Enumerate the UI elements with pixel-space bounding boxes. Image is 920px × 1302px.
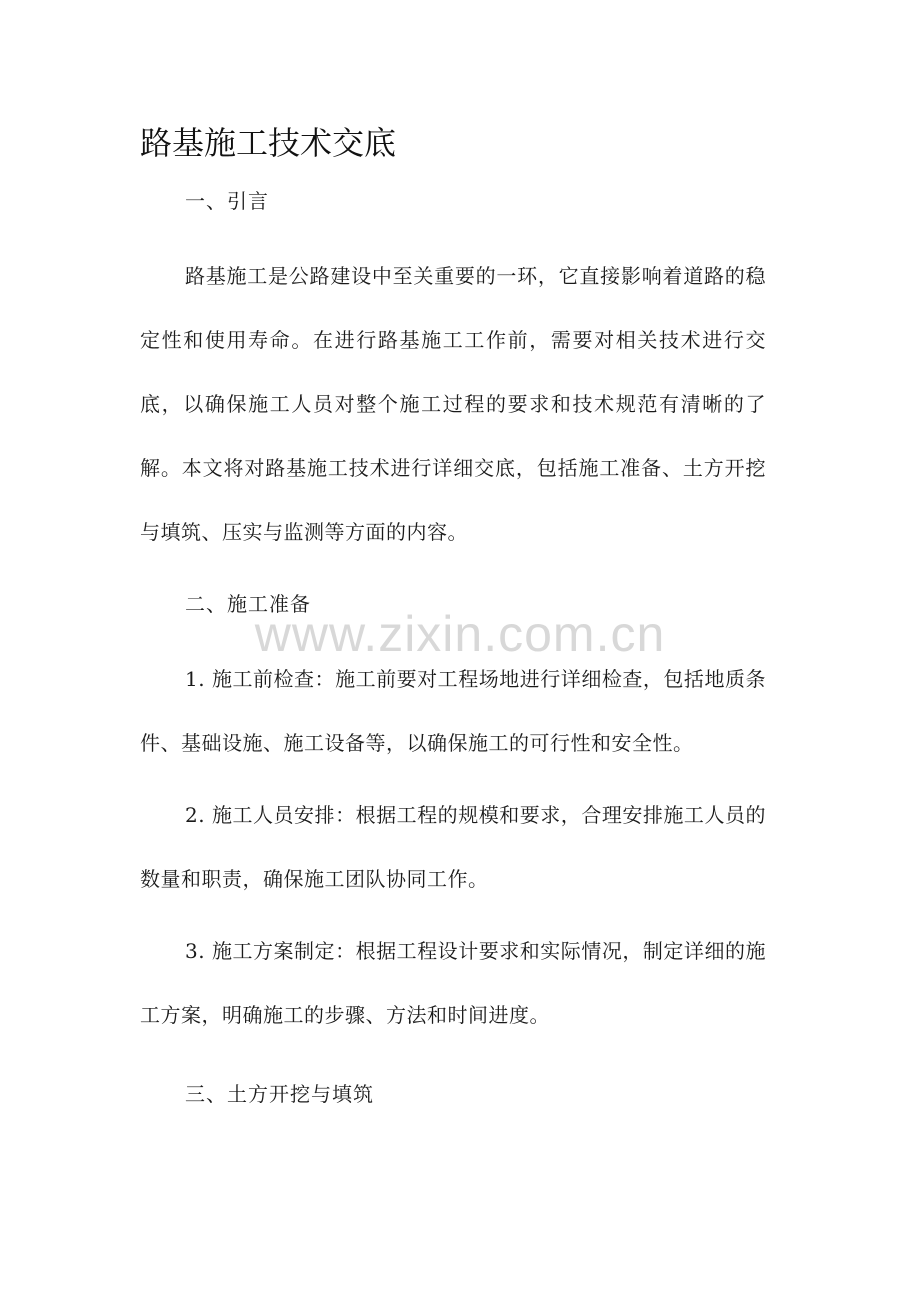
section-heading-introduction: 一、引言 <box>185 189 269 213</box>
preparation-item-2: 2. 施工人员安排：根据工程的规模和要求，合理安排施工人员的数量和职责，确保施工团队协同工作。 <box>140 803 766 891</box>
introduction-paragraph: 路基施工是公路建设中至关重要的一环，它直接影响着道路的稳定性和使用寿命。在进行路基施工工作前，需要对相关技术进行交底，以确保施工人员对整个施工过程的要求和技术规范有清晰的了解。本文将对路基施工技术进行详细交底，包括施工准备、土方开挖与填筑、压实与监测等方面的内容。 <box>140 264 766 544</box>
preparation-item-1: 1. 施工前检查：施工前要对工程场地进行详细检查，包括地质条件、基础设施、施工设备等，以确保施工的可行性和安全性。 <box>140 667 766 755</box>
section-heading-earthwork: 三、土方开挖与填筑 <box>185 1082 374 1106</box>
section-heading-preparation: 二、施工准备 <box>185 592 311 616</box>
document-title: 路基施工技术交底 <box>140 124 397 162</box>
watermark: www.zixin.com.cn <box>254 606 666 662</box>
preparation-item-3: 3. 施工方案制定：根据工程设计要求和实际情况，制定详细的施工方案，明确施工的步骤、方法和时间进度。 <box>140 939 766 1027</box>
